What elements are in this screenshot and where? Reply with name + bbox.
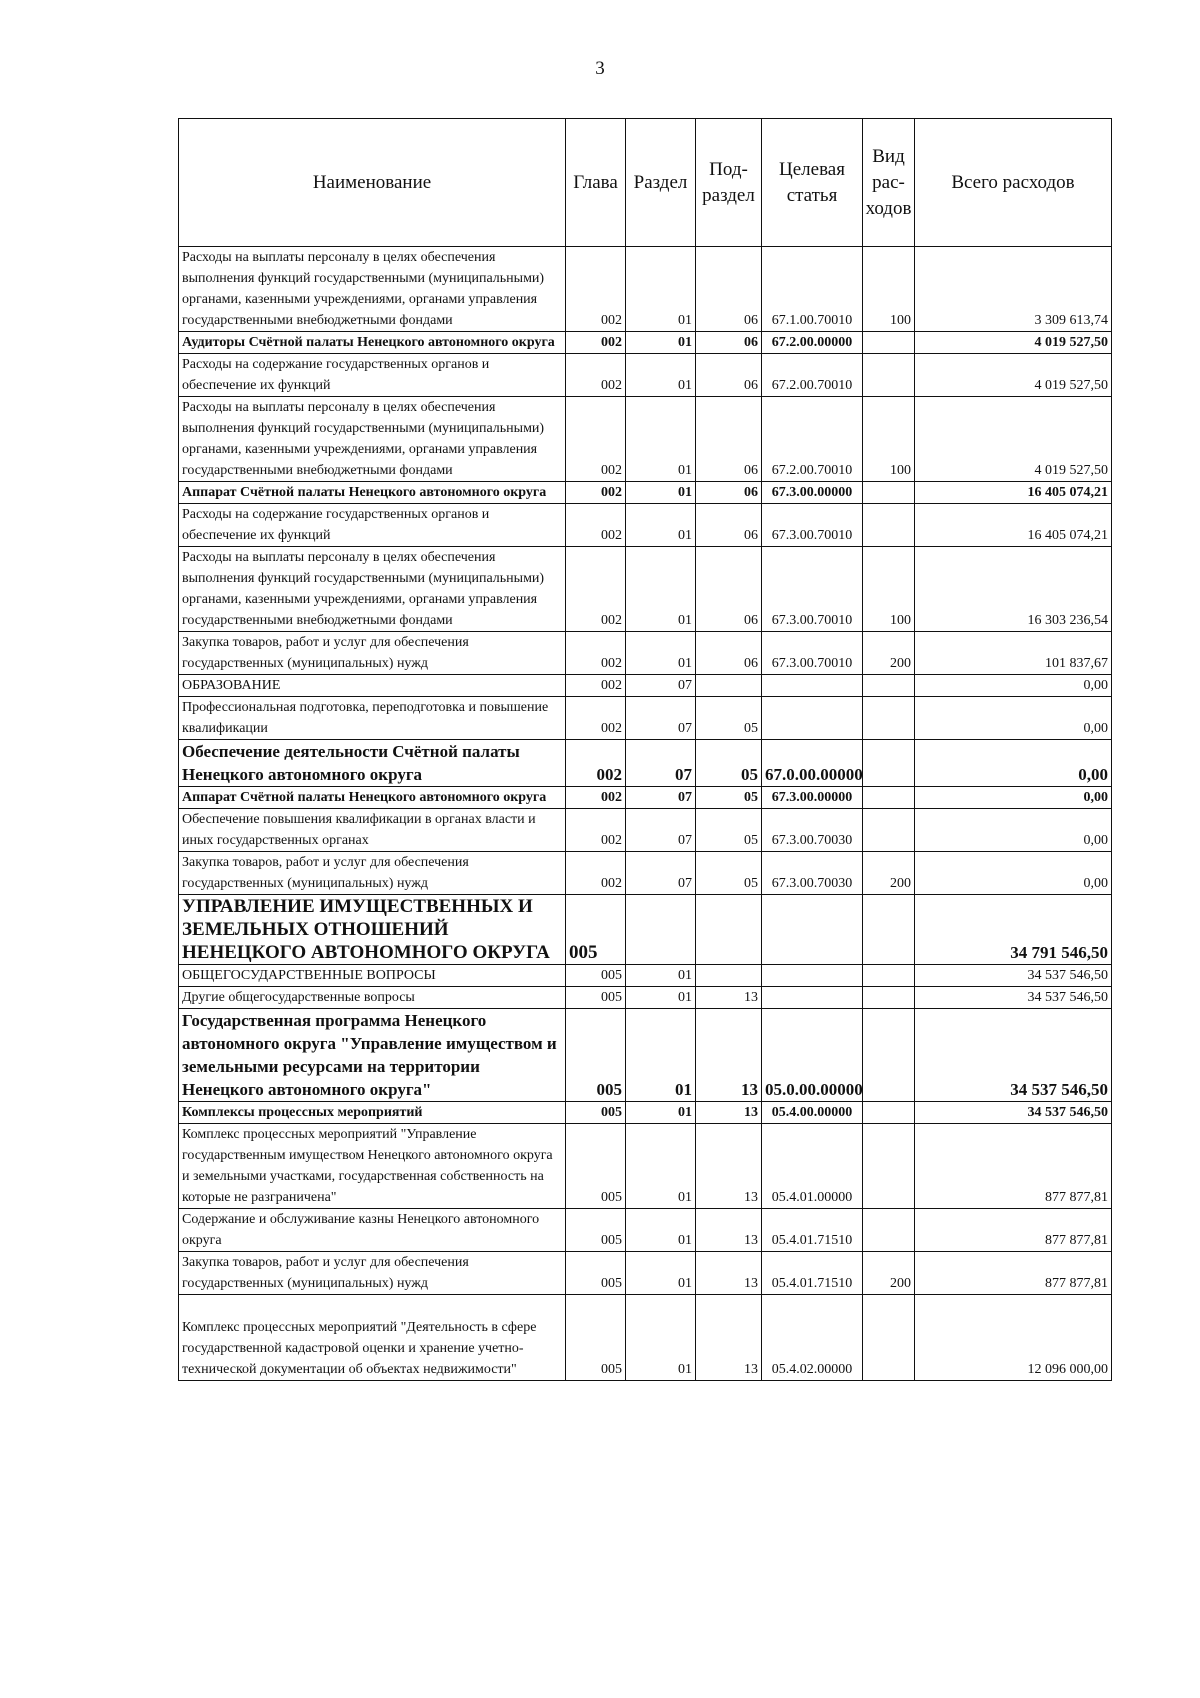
row-vid xyxy=(863,895,915,965)
row-total: 877 877,81 xyxy=(915,1124,1112,1209)
row-total: 101 837,67 xyxy=(915,632,1112,675)
row-podrazdel: 13 xyxy=(696,1124,762,1209)
row-total: 34 537 546,50 xyxy=(915,987,1112,1009)
table-row xyxy=(179,482,1112,504)
row-podrazdel: 06 xyxy=(696,504,762,547)
row-glava: 002 xyxy=(566,809,626,852)
row-glava: 002 xyxy=(566,332,626,354)
row-podrazdel: 06 xyxy=(696,547,762,632)
header-total: Всего расходов xyxy=(915,119,1112,247)
row-total: 0,00 xyxy=(915,852,1112,895)
row-glava: 005 xyxy=(566,1124,626,1209)
table-row xyxy=(179,1252,1112,1295)
row-vid xyxy=(863,675,915,697)
row-podrazdel: 06 xyxy=(696,354,762,397)
row-razdel: 01 xyxy=(626,354,696,397)
table-row xyxy=(179,787,1112,809)
row-razdel: 01 xyxy=(626,482,696,504)
row-podrazdel xyxy=(696,895,762,965)
row-glava: 002 xyxy=(566,697,626,740)
table-row xyxy=(179,809,1112,852)
row-podrazdel: 05 xyxy=(696,697,762,740)
row-vid xyxy=(863,1124,915,1209)
row-celevaya: 67.2.00.70010 xyxy=(762,354,863,397)
row-razdel: 07 xyxy=(626,740,696,787)
row-glava: 005 xyxy=(566,987,626,1009)
row-name: Закупка товаров, работ и услуг для обеспечения государственных (муниципальных) нужд xyxy=(179,632,566,675)
row-razdel: 01 xyxy=(626,504,696,547)
row-razdel: 01 xyxy=(626,332,696,354)
table-row xyxy=(179,332,1112,354)
row-podrazdel: 13 xyxy=(696,987,762,1009)
row-celevaya xyxy=(762,987,863,1009)
row-razdel: 01 xyxy=(626,1295,696,1381)
row-glava: 002 xyxy=(566,740,626,787)
row-vid xyxy=(863,354,915,397)
row-name: Расходы на выплаты персоналу в целях обеспечения выполнения функций государственными (муниципальными) органами, казенными учреждениями, органами управления государственными внебюджетными фондами xyxy=(179,547,566,632)
row-name: Комплекс процессных мероприятий "Деятельность в сфере государственной кадастровой оценки и хранение учетно-технической документации об объектах недвижимости" xyxy=(179,1295,566,1381)
header-row xyxy=(179,119,1112,247)
row-vid xyxy=(863,482,915,504)
row-vid xyxy=(863,1102,915,1124)
row-razdel: 01 xyxy=(626,247,696,332)
row-total: 4 019 527,50 xyxy=(915,354,1112,397)
table-row xyxy=(179,740,1112,787)
row-total: 3 309 613,74 xyxy=(915,247,1112,332)
row-glava: 002 xyxy=(566,632,626,675)
row-name: Расходы на выплаты персоналу в целях обеспечения выполнения функций государственными (муниципальными) органами, казенными учреждениями, органами управления государственными внебюджетными фондами xyxy=(179,397,566,482)
header-celevaya: Целевая статья xyxy=(762,119,863,247)
table-row xyxy=(179,1009,1112,1102)
row-celevaya xyxy=(762,675,863,697)
row-vid xyxy=(863,1209,915,1252)
table-row xyxy=(179,675,1112,697)
row-celevaya xyxy=(762,697,863,740)
row-razdel: 01 xyxy=(626,1209,696,1252)
row-podrazdel: 05 xyxy=(696,787,762,809)
row-razdel: 01 xyxy=(626,1102,696,1124)
row-vid xyxy=(863,965,915,987)
row-razdel: 01 xyxy=(626,547,696,632)
row-vid: 100 xyxy=(863,547,915,632)
row-vid: 200 xyxy=(863,1252,915,1295)
row-total: 0,00 xyxy=(915,740,1112,787)
row-glava: 002 xyxy=(566,547,626,632)
row-podrazdel: 06 xyxy=(696,332,762,354)
row-podrazdel: 13 xyxy=(696,1009,762,1102)
row-total: 0,00 xyxy=(915,675,1112,697)
row-podrazdel: 06 xyxy=(696,482,762,504)
row-podrazdel: 13 xyxy=(696,1209,762,1252)
table-row xyxy=(179,1209,1112,1252)
row-podrazdel xyxy=(696,965,762,987)
header-name: Наименование xyxy=(179,119,566,247)
row-name: ОБРАЗОВАНИЕ xyxy=(179,675,566,697)
table-row xyxy=(179,247,1112,332)
row-total: 16 405 074,21 xyxy=(915,482,1112,504)
row-name: Аппарат Счётной палаты Ненецкого автономного округа xyxy=(179,482,566,504)
row-celevaya: 67.3.00.70010 xyxy=(762,504,863,547)
row-celevaya xyxy=(762,965,863,987)
row-celevaya xyxy=(762,895,863,965)
row-total: 877 877,81 xyxy=(915,1209,1112,1252)
row-podrazdel xyxy=(696,675,762,697)
row-razdel: 01 xyxy=(626,1124,696,1209)
row-podrazdel: 05 xyxy=(696,809,762,852)
row-total: 34 537 546,50 xyxy=(915,1102,1112,1124)
row-celevaya: 67.2.00.00000 xyxy=(762,332,863,354)
row-razdel: 01 xyxy=(626,1252,696,1295)
row-vid xyxy=(863,740,915,787)
budget-table xyxy=(178,118,1112,1381)
table-row xyxy=(179,895,1112,965)
row-name: Другие общегосударственные вопросы xyxy=(179,987,566,1009)
row-glava: 002 xyxy=(566,787,626,809)
row-vid xyxy=(863,787,915,809)
table-row xyxy=(179,547,1112,632)
row-glava: 005 xyxy=(566,1295,626,1381)
row-vid xyxy=(863,697,915,740)
row-total: 16 405 074,21 xyxy=(915,504,1112,547)
row-podrazdel: 06 xyxy=(696,397,762,482)
row-celevaya: 67.2.00.70010 xyxy=(762,397,863,482)
table-row xyxy=(179,1102,1112,1124)
table-row xyxy=(179,697,1112,740)
table-row xyxy=(179,987,1112,1009)
row-total: 34 537 546,50 xyxy=(915,965,1112,987)
row-podrazdel: 13 xyxy=(696,1102,762,1124)
row-razdel: 07 xyxy=(626,787,696,809)
table-row xyxy=(179,1124,1112,1209)
row-podrazdel: 13 xyxy=(696,1252,762,1295)
row-glava: 002 xyxy=(566,852,626,895)
row-razdel: 01 xyxy=(626,397,696,482)
row-podrazdel: 06 xyxy=(696,247,762,332)
row-glava: 002 xyxy=(566,354,626,397)
row-vid xyxy=(863,809,915,852)
table-row xyxy=(179,965,1112,987)
row-total: 16 303 236,54 xyxy=(915,547,1112,632)
row-celevaya: 67.3.00.70030 xyxy=(762,809,863,852)
row-total: 4 019 527,50 xyxy=(915,332,1112,354)
row-celevaya: 67.3.00.70030 xyxy=(762,852,863,895)
row-total: 0,00 xyxy=(915,697,1112,740)
row-vid xyxy=(863,504,915,547)
row-glava: 002 xyxy=(566,247,626,332)
row-celevaya: 05.4.00.00000 xyxy=(762,1102,863,1124)
row-name: Закупка товаров, работ и услуг для обеспечения государственных (муниципальных) нужд xyxy=(179,1252,566,1295)
row-glava: 002 xyxy=(566,482,626,504)
row-total: 12 096 000,00 xyxy=(915,1295,1112,1381)
row-vid: 100 xyxy=(863,247,915,332)
header-razdel: Раздел xyxy=(626,119,696,247)
row-name: Расходы на выплаты персоналу в целях обеспечения выполнения функций государственными (муниципальными) органами, казенными учреждениями, органами управления государственными внебюджетными фондами xyxy=(179,247,566,332)
row-vid xyxy=(863,1295,915,1381)
row-name: Обеспечение повышения квалификации в органах власти и иных государственных органах xyxy=(179,809,566,852)
row-vid: 200 xyxy=(863,852,915,895)
row-name: Обеспечение деятельности Счётной палаты Ненецкого автономного округа xyxy=(179,740,566,787)
row-razdel: 07 xyxy=(626,675,696,697)
row-glava: 005 xyxy=(566,895,626,965)
row-celevaya: 05.4.02.00000 xyxy=(762,1295,863,1381)
row-celevaya: 67.3.00.00000 xyxy=(762,482,863,504)
row-celevaya: 67.3.00.70010 xyxy=(762,547,863,632)
row-podrazdel: 06 xyxy=(696,632,762,675)
row-razdel: 01 xyxy=(626,987,696,1009)
row-vid xyxy=(863,332,915,354)
row-total: 0,00 xyxy=(915,809,1112,852)
row-glava: 002 xyxy=(566,675,626,697)
table-row xyxy=(179,354,1112,397)
row-razdel: 07 xyxy=(626,697,696,740)
row-total: 4 019 527,50 xyxy=(915,397,1112,482)
row-name: Расходы на содержание государственных органов и обеспечение их функций xyxy=(179,354,566,397)
row-celevaya: 05.4.01.71510 xyxy=(762,1209,863,1252)
row-name: Расходы на содержание государственных органов и обеспечение их функций xyxy=(179,504,566,547)
header-podrazdel: Под-раздел xyxy=(696,119,762,247)
row-vid xyxy=(863,987,915,1009)
row-glava: 005 xyxy=(566,1252,626,1295)
row-celevaya: 67.1.00.70010 xyxy=(762,247,863,332)
page-number: 3 xyxy=(595,58,605,79)
row-name: Профессиональная подготовка, переподготовка и повышение квалификации xyxy=(179,697,566,740)
row-razdel: 01 xyxy=(626,1009,696,1102)
row-podrazdel: 13 xyxy=(696,1295,762,1381)
table-row xyxy=(179,1295,1112,1381)
row-total: 34 537 546,50 xyxy=(915,1009,1112,1102)
row-razdel xyxy=(626,895,696,965)
table-row xyxy=(179,852,1112,895)
table-row xyxy=(179,632,1112,675)
row-total: 0,00 xyxy=(915,787,1112,809)
row-total: 34 791 546,50 xyxy=(915,895,1112,965)
row-podrazdel: 05 xyxy=(696,852,762,895)
row-glava: 002 xyxy=(566,397,626,482)
row-name: ОБЩЕГОСУДАРСТВЕННЫЕ ВОПРОСЫ xyxy=(179,965,566,987)
row-razdel: 01 xyxy=(626,632,696,675)
table-row xyxy=(179,397,1112,482)
row-celevaya: 05.4.01.00000 xyxy=(762,1124,863,1209)
row-glava: 005 xyxy=(566,1209,626,1252)
row-total: 877 877,81 xyxy=(915,1252,1112,1295)
row-glava: 005 xyxy=(566,965,626,987)
row-glava: 005 xyxy=(566,1009,626,1102)
row-celevaya: 05.4.01.71510 xyxy=(762,1252,863,1295)
row-celevaya: 67.3.00.70010 xyxy=(762,632,863,675)
row-celevaya: 05.0.00.00000 xyxy=(762,1009,863,1102)
row-razdel: 07 xyxy=(626,852,696,895)
row-celevaya: 67.3.00.00000 xyxy=(762,787,863,809)
row-glava: 005 xyxy=(566,1102,626,1124)
header-vid: Вид рас-ходов xyxy=(863,119,915,247)
row-name: Комплекс процессных мероприятий "Управление государственным имуществом Ненецкого автономного округа и земельными участками, государственная собственность на которые не разграничена" xyxy=(179,1124,566,1209)
row-razdel: 01 xyxy=(626,965,696,987)
row-vid xyxy=(863,1009,915,1102)
row-razdel: 07 xyxy=(626,809,696,852)
row-name: Комплексы процессных мероприятий xyxy=(179,1102,566,1124)
row-name: Аудиторы Счётной палаты Ненецкого автономного округа xyxy=(179,332,566,354)
row-name: Аппарат Счётной палаты Ненецкого автономного округа xyxy=(179,787,566,809)
table-row xyxy=(179,504,1112,547)
row-vid: 200 xyxy=(863,632,915,675)
row-celevaya: 67.0.00.00000 xyxy=(762,740,863,787)
row-vid: 100 xyxy=(863,397,915,482)
row-name: Государственная программа Ненецкого автономного округа "Управление имуществом и земельными ресурсами на территории Ненецкого автономного округа" xyxy=(179,1009,566,1102)
row-name: УПРАВЛЕНИЕ ИМУЩЕСТВЕННЫХ И ЗЕМЕЛЬНЫХ ОТНОШЕНИЙ НЕНЕЦКОГО АВТОНОМНОГО ОКРУГА xyxy=(179,895,566,965)
row-name: Закупка товаров, работ и услуг для обеспечения государственных (муниципальных) нужд xyxy=(179,852,566,895)
row-name: Содержание и обслуживание казны Ненецкого автономного округа xyxy=(179,1209,566,1252)
row-glava: 002 xyxy=(566,504,626,547)
header-glava: Глава xyxy=(566,119,626,247)
row-podrazdel: 05 xyxy=(696,740,762,787)
